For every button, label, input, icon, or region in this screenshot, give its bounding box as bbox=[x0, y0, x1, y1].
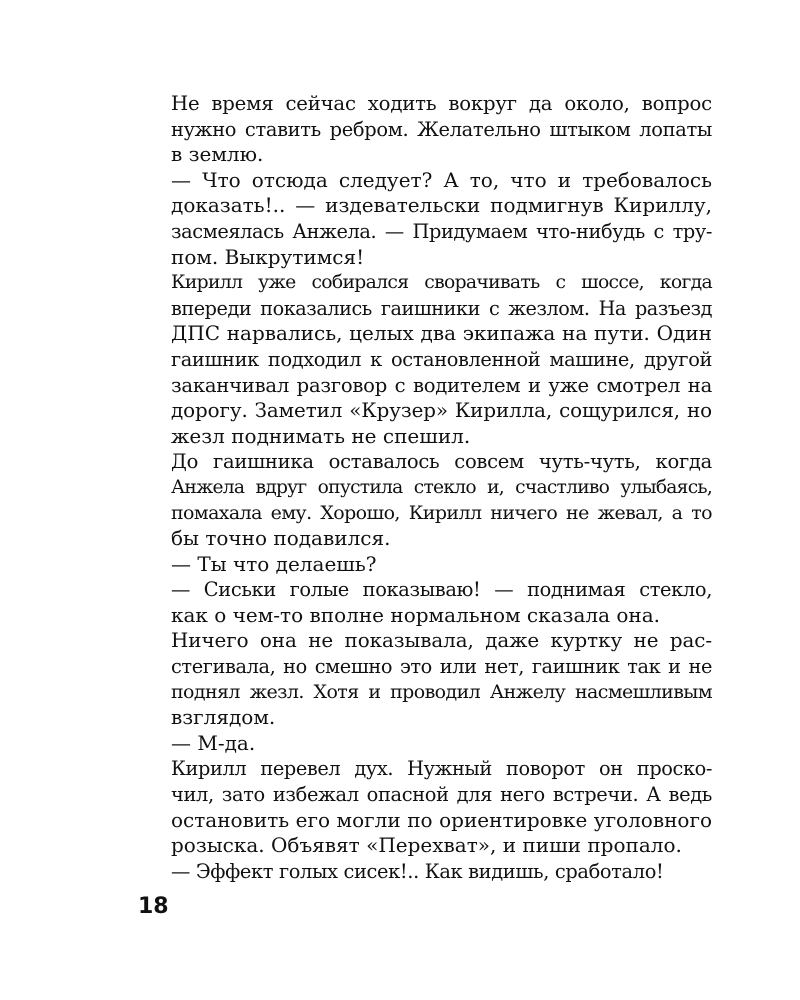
text-line: бы точно подавился. bbox=[171, 526, 391, 551]
text-line: помахала ему. Хорошо, Кирилл ничего не жевал, а то bbox=[171, 501, 712, 524]
page-number: 18 bbox=[138, 894, 169, 919]
text-line: в землю. bbox=[171, 142, 264, 167]
text-line: Ничего она не показывала, даже куртку не рас- bbox=[171, 629, 712, 653]
body-text bbox=[138, 91, 712, 884]
text-line: Анжела вдруг опустила стекло и, счастливо улыбаясь, bbox=[171, 476, 712, 498]
paragraph bbox=[138, 731, 712, 757]
paragraph bbox=[138, 270, 712, 449]
paragraph bbox=[138, 756, 712, 858]
paragraph bbox=[138, 628, 712, 730]
text-line: — Эффект голых сисек!.. Как видишь, сработало! bbox=[171, 859, 664, 883]
text-line: гаишник подходил к остановленной машине, другой bbox=[171, 347, 712, 371]
text-line: взглядом. bbox=[171, 705, 276, 730]
text-line: стегивала, но смешно это или нет, гаишник так и не bbox=[171, 655, 712, 679]
text-line: остановить его могли по ориентировке уголовного bbox=[171, 807, 712, 832]
text-line: розыска. Объявят «Перехват», и пиши пропало. bbox=[171, 833, 682, 858]
text-line: — Что отсюда следует? А то, что и требовалось bbox=[171, 167, 712, 192]
text-line: — Ты что делаешь? bbox=[171, 551, 377, 576]
text-line: поднял жезл. Хотя и проводил Анжелу насмешливым bbox=[171, 680, 712, 703]
text-line: чил, зато избежал опасной для него встречи. А ведь bbox=[171, 783, 712, 807]
text-line: нужно ставить ребром. Желательно штыком лопаты bbox=[171, 117, 712, 141]
paragraph bbox=[138, 577, 712, 628]
paragraph bbox=[138, 859, 712, 885]
text-line: впереди показались гаишники с жезлом. На разъезд bbox=[171, 296, 712, 320]
text-line: — М-да. bbox=[171, 730, 256, 755]
text-line: пом. Выкрутимся! bbox=[171, 244, 365, 269]
paragraph bbox=[138, 91, 712, 168]
text-line: жезл поднимать не спешил. bbox=[171, 423, 471, 448]
text-line: дорогу. Заметил «Крузер» Кирилла, сощурился, но bbox=[171, 399, 712, 423]
text-line: Кирилл перевел дух. Нужный поворот он проско- bbox=[171, 757, 712, 781]
paragraph bbox=[138, 449, 712, 551]
text-line: как о чем-то вполне нормальном сказала она. bbox=[171, 602, 661, 627]
text-line: засмеялась Анжела. — Придумаем что-нибудь с тру- bbox=[171, 219, 712, 243]
text-line: — Сиськи голые показываю! — поднимая стекло, bbox=[171, 578, 712, 602]
text-line: заканчивал разговор с водителем и уже смотрел на bbox=[171, 373, 712, 397]
paragraph bbox=[138, 552, 712, 578]
text-line: До гаишника оставалось совсем чуть-чуть, когда bbox=[171, 450, 712, 474]
text-line: ДПС нарвались, целых два экипажа на пути. Один bbox=[171, 321, 712, 346]
paragraph bbox=[138, 168, 712, 270]
text-line: Кирилл уже собирался сворачивать с шоссе, когда bbox=[171, 272, 712, 294]
text-line: доказать!.. — издевательски подмигнув Кириллу, bbox=[171, 193, 712, 218]
text-line: Не время сейчас ходить вокруг да около, вопрос bbox=[171, 92, 712, 115]
